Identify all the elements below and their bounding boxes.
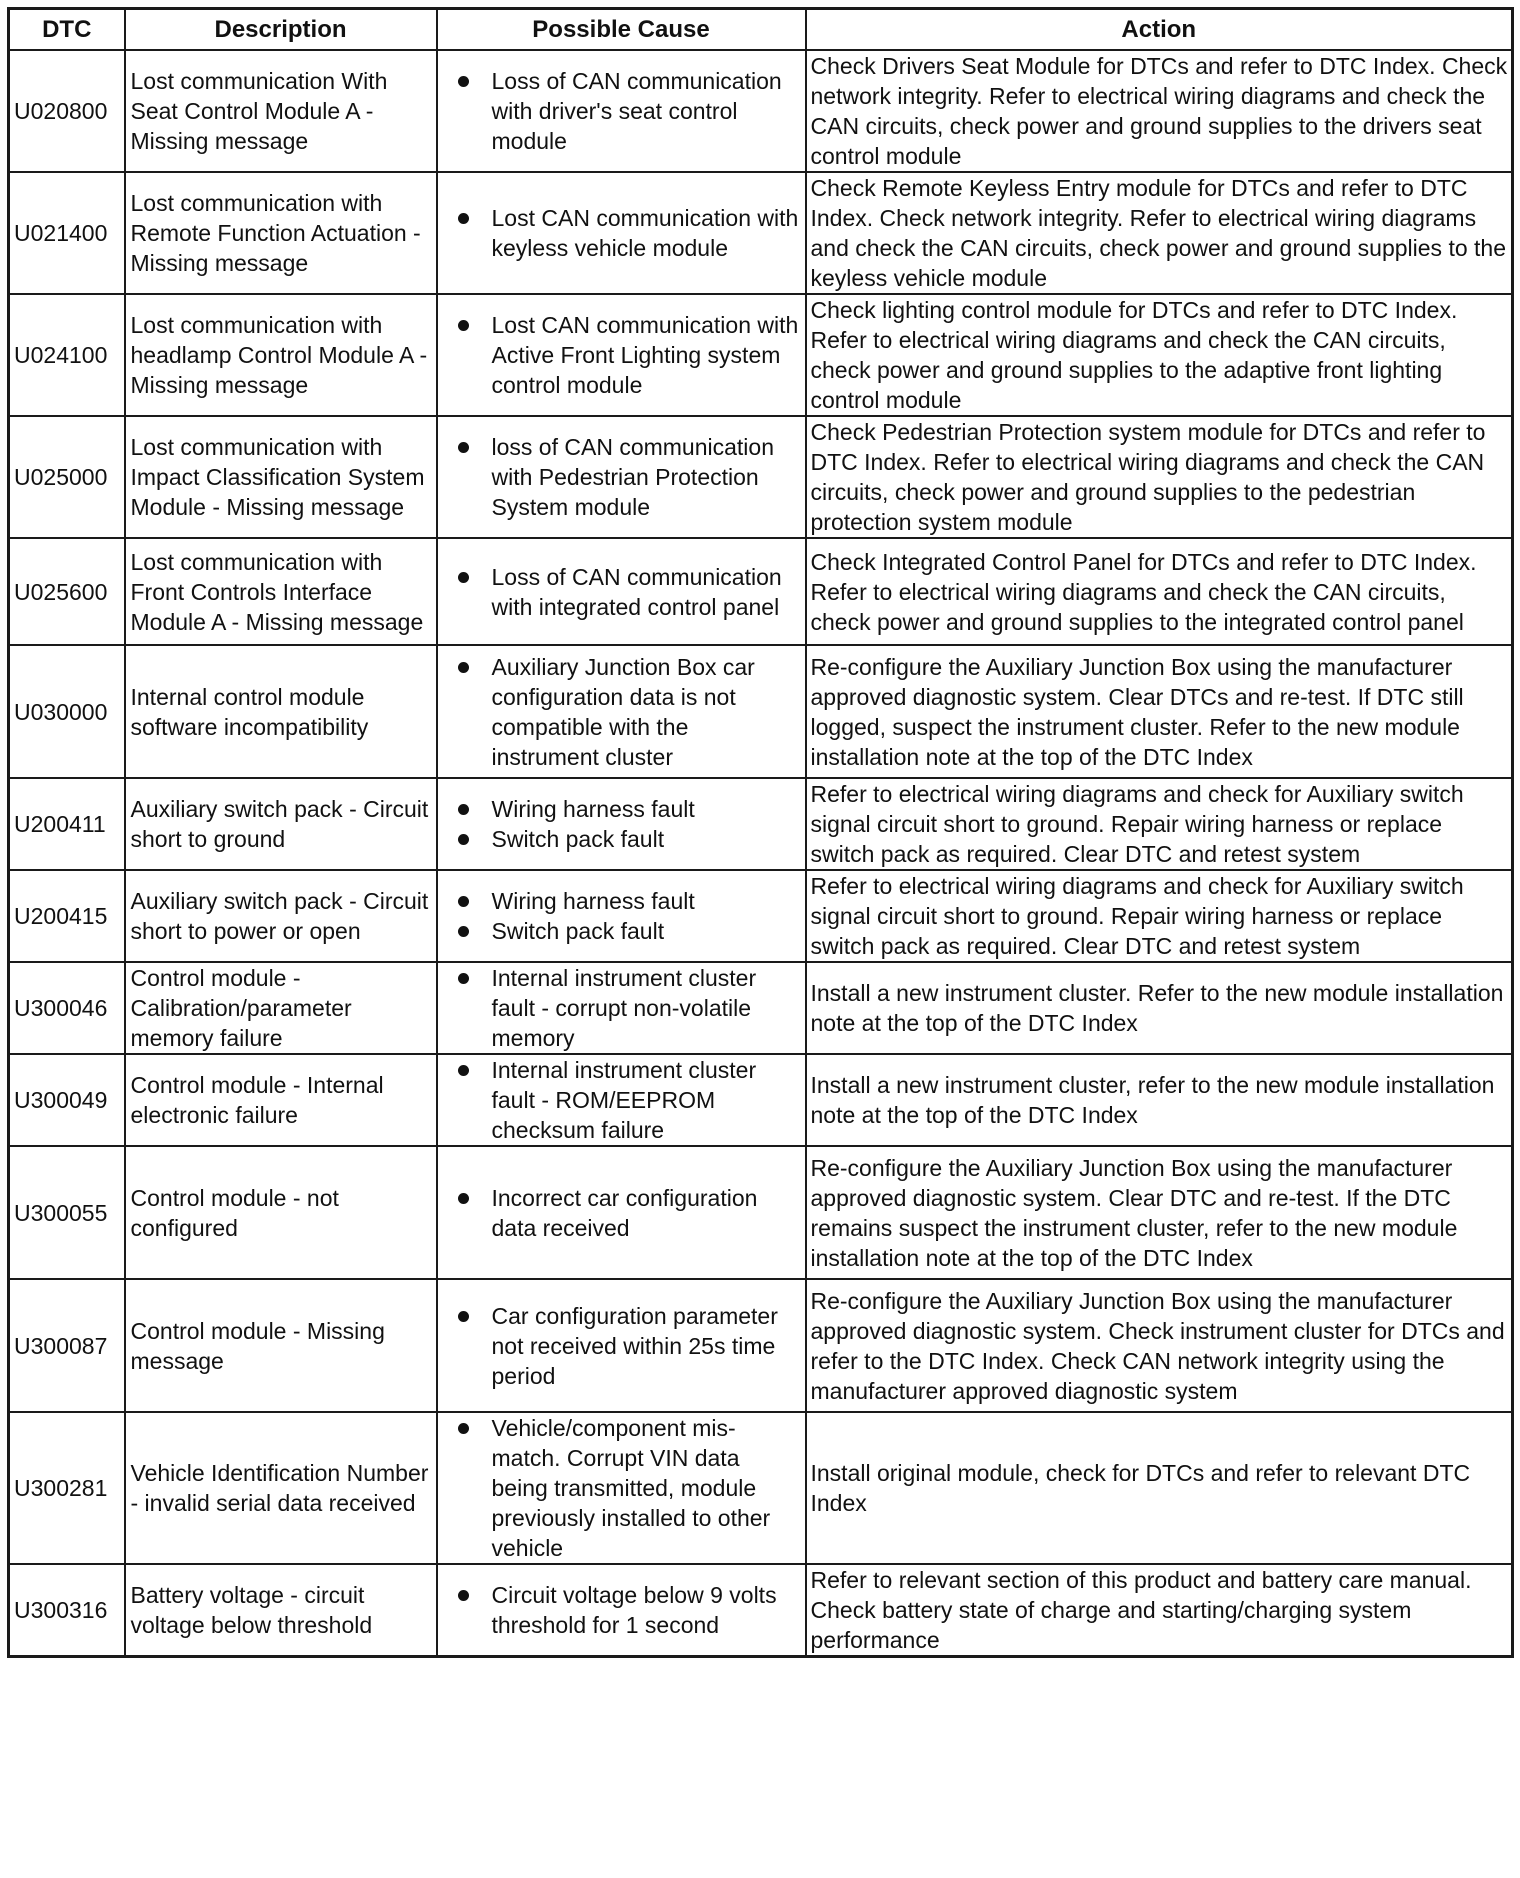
possible-cause <box>437 1146 806 1279</box>
action-text: Check Remote Keyless Entry module for DTCs and refer to DTC Index. Check network integrity. Refer to electrical wiring diagrams and check the CAN circuits, check power and ground supplies to the keyless vehicle module <box>806 172 1513 294</box>
dtc-description: Vehicle Identification Number - invalid serial data received <box>125 1412 437 1564</box>
possible-cause <box>437 416 806 538</box>
cause-text: Car configuration parameter not received within 25s time period <box>491 1302 778 1389</box>
cause-text: Wiring harness fault <box>491 796 695 822</box>
table-row <box>9 1146 1513 1279</box>
action-text: Install original module, check for DTCs and refer to relevant DTC Index <box>806 1412 1513 1564</box>
cause-text: Lost CAN communication with keyless vehicle module <box>491 205 799 261</box>
cause-text: Circuit voltage below 9 volts threshold for 1 second <box>491 1582 777 1638</box>
cause-item <box>448 824 799 854</box>
header-description: Description <box>125 9 437 51</box>
cause-text: Vehicle/component mis-match. Corrupt VIN data being transmitted, module previously installed to other vehicle <box>491 1415 771 1561</box>
table-row <box>9 962 1513 1054</box>
cause-item <box>448 963 799 1053</box>
action-text: Re-configure the Auxiliary Junction Box using the manufacturer approved diagnostic system. Clear DTC and re-test. If the DTC remains suspect the instrument cluster, refer to the new module installation note at the top of the DTC Index <box>806 1146 1513 1279</box>
possible-cause <box>437 294 806 416</box>
cause-list <box>448 794 799 854</box>
possible-cause <box>437 1412 806 1564</box>
dtc-table <box>7 7 1514 1658</box>
cause-item <box>448 916 799 946</box>
dtc-code: U025000 <box>9 416 125 538</box>
table-row <box>9 538 1513 645</box>
bullet-icon <box>458 1590 469 1601</box>
cause-item <box>448 203 799 263</box>
possible-cause <box>437 172 806 294</box>
possible-cause <box>437 962 806 1054</box>
bullet-icon <box>458 1193 469 1204</box>
table-row <box>9 870 1513 962</box>
cause-text: Switch pack fault <box>491 918 665 944</box>
possible-cause <box>437 1279 806 1412</box>
possible-cause <box>437 870 806 962</box>
bullet-icon <box>458 213 469 224</box>
cause-text: Switch pack fault <box>491 826 665 852</box>
dtc-code: U200411 <box>9 778 125 870</box>
cause-text: loss of CAN communication with Pedestrian Protection System module <box>491 434 774 520</box>
cause-text: Internal instrument cluster fault - corrupt non-volatile memory <box>491 965 757 1051</box>
action-text: Check Drivers Seat Module for DTCs and refer to DTC Index. Check network integrity. Refer to electrical wiring diagrams and check the CAN circuits, check power and ground supplies to the drivers seat control module <box>806 50 1513 172</box>
dtc-description: Internal control module software incompatibility <box>125 645 437 778</box>
dtc-description: Lost communication with Impact Classification System Module - Missing message <box>125 416 437 538</box>
cause-list <box>448 66 799 156</box>
dtc-description: Lost communication With Seat Control Module A - Missing message <box>125 50 437 172</box>
cause-list <box>448 432 799 522</box>
possible-cause <box>437 645 806 778</box>
dtc-description: Auxiliary switch pack - Circuit short to ground <box>125 778 437 870</box>
cause-item <box>448 1301 799 1391</box>
cause-list <box>448 1301 799 1391</box>
table-row <box>9 1564 1513 1657</box>
cause-text: Internal instrument cluster fault - ROM/EEPROM checksum failure <box>491 1057 757 1143</box>
cause-list <box>448 652 799 772</box>
header-possible-cause: Possible Cause <box>437 9 806 51</box>
header-dtc: DTC <box>9 9 125 51</box>
dtc-code: U300087 <box>9 1279 125 1412</box>
dtc-code: U030000 <box>9 645 125 778</box>
cause-list <box>448 203 799 263</box>
dtc-description: Lost communication with Remote Function Actuation - Missing message <box>125 172 437 294</box>
cause-item <box>448 310 799 400</box>
action-text: Re-configure the Auxiliary Junction Box using the manufacturer approved diagnostic system. Check instrument cluster for DTCs and refer to the DTC Index. Check CAN network integrity using the manufacturer approved diagnostic system <box>806 1279 1513 1412</box>
dtc-description: Lost communication with Front Controls Interface Module A - Missing message <box>125 538 437 645</box>
possible-cause <box>437 50 806 172</box>
action-text: Install a new instrument cluster. Refer to the new module installation note at the top of the DTC Index <box>806 962 1513 1054</box>
action-text: Install a new instrument cluster, refer to the new module installation note at the top of the DTC Index <box>806 1054 1513 1146</box>
action-text: Check Integrated Control Panel for DTCs and refer to DTC Index. Refer to electrical wiring diagrams and check the CAN circuits, check power and ground supplies to the integrated control panel <box>806 538 1513 645</box>
dtc-code: U021400 <box>9 172 125 294</box>
cause-text: Loss of CAN communication with integrated control panel <box>491 563 782 620</box>
action-text: Re-configure the Auxiliary Junction Box using the manufacturer approved diagnostic system. Clear DTCs and re-test. If DTC still logged, suspect the instrument cluster. Refer to the new module installation note at the top of the DTC Index <box>806 645 1513 778</box>
cause-item <box>448 886 799 916</box>
bullet-icon <box>458 320 469 331</box>
action-text: Check lighting control module for DTCs and refer to DTC Index. Refer to electrical wiring diagrams and check the CAN circuits, check power and ground supplies to the adaptive front lighting control module <box>806 294 1513 416</box>
cause-item <box>448 562 799 622</box>
bullet-icon <box>458 896 469 907</box>
table-row <box>9 294 1513 416</box>
dtc-code: U020800 <box>9 50 125 172</box>
bullet-icon <box>458 442 469 453</box>
action-text: Refer to electrical wiring diagrams and check for Auxiliary switch signal circuit short to ground. Repair wiring harness or replace switch pack as required. Clear DTC and retest system <box>806 870 1513 962</box>
cause-item <box>448 1183 799 1243</box>
dtc-description: Lost communication with headlamp Control Module A - Missing message <box>125 294 437 416</box>
cause-text: Auxiliary Junction Box car configuration data is not compatible with the instrument cluster <box>491 653 755 770</box>
cause-item <box>448 794 799 824</box>
bullet-icon <box>458 1311 469 1322</box>
header-row <box>9 9 1513 51</box>
dtc-code: U200415 <box>9 870 125 962</box>
table-row <box>9 1054 1513 1146</box>
table-row <box>9 172 1513 294</box>
dtc-code: U025600 <box>9 538 125 645</box>
dtc-code: U300055 <box>9 1146 125 1279</box>
bullet-icon <box>458 76 469 87</box>
bullet-icon <box>458 1065 469 1076</box>
bullet-icon <box>458 572 469 583</box>
cause-list <box>448 562 799 622</box>
table-row <box>9 778 1513 870</box>
possible-cause <box>437 778 806 870</box>
table-row <box>9 50 1513 172</box>
cause-item <box>448 1580 799 1640</box>
cause-list <box>448 1413 799 1563</box>
cause-list <box>448 1183 799 1243</box>
cause-text: Wiring harness fault <box>491 888 695 914</box>
dtc-description: Control module - not configured <box>125 1146 437 1279</box>
bullet-icon <box>458 926 469 937</box>
possible-cause <box>437 1054 806 1146</box>
dtc-description: Auxiliary switch pack - Circuit short to power or open <box>125 870 437 962</box>
cause-item <box>448 66 799 156</box>
cause-list <box>448 1055 799 1145</box>
action-text: Refer to electrical wiring diagrams and check for Auxiliary switch signal circuit short to ground. Repair wiring harness or replace switch pack as required. Clear DTC and retest system <box>806 778 1513 870</box>
table-row <box>9 1412 1513 1564</box>
dtc-code: U300316 <box>9 1564 125 1657</box>
cause-item <box>448 652 799 772</box>
table-row <box>9 1279 1513 1412</box>
bullet-icon <box>458 1423 469 1434</box>
table-body <box>9 50 1513 1657</box>
bullet-icon <box>458 804 469 815</box>
cause-item <box>448 1413 799 1563</box>
cause-text: Loss of CAN communication with driver's seat control module <box>491 68 782 154</box>
dtc-code: U300281 <box>9 1412 125 1564</box>
cause-list <box>448 1580 799 1640</box>
header-action: Action <box>806 9 1513 51</box>
dtc-description: Control module - Internal electronic failure <box>125 1054 437 1146</box>
dtc-code: U300049 <box>9 1054 125 1146</box>
cause-item <box>448 432 799 522</box>
table-row <box>9 416 1513 538</box>
cause-list <box>448 963 799 1053</box>
cause-item <box>448 1055 799 1145</box>
cause-list <box>448 886 799 946</box>
bullet-icon <box>458 834 469 845</box>
cause-text: Lost CAN communication with Active Front Lighting system control module <box>491 312 799 398</box>
dtc-code: U300046 <box>9 962 125 1054</box>
cause-text: Incorrect car configuration data received <box>491 1184 758 1241</box>
possible-cause <box>437 1564 806 1657</box>
action-text: Refer to relevant section of this product and battery care manual. Check battery state of charge and starting/charging system performance <box>806 1564 1513 1657</box>
bullet-icon <box>458 973 469 984</box>
action-text: Check Pedestrian Protection system module for DTCs and refer to DTC Index. Refer to electrical wiring diagrams and check the CAN circuits, check power and ground supplies to the pedestrian protection system module <box>806 416 1513 538</box>
dtc-description: Control module - Calibration/parameter memory failure <box>125 962 437 1054</box>
dtc-code: U024100 <box>9 294 125 416</box>
table-row <box>9 645 1513 778</box>
bullet-icon <box>458 662 469 673</box>
dtc-description: Control module - Missing message <box>125 1279 437 1412</box>
possible-cause <box>437 538 806 645</box>
dtc-description: Battery voltage - circuit voltage below threshold <box>125 1564 437 1657</box>
cause-list <box>448 310 799 400</box>
